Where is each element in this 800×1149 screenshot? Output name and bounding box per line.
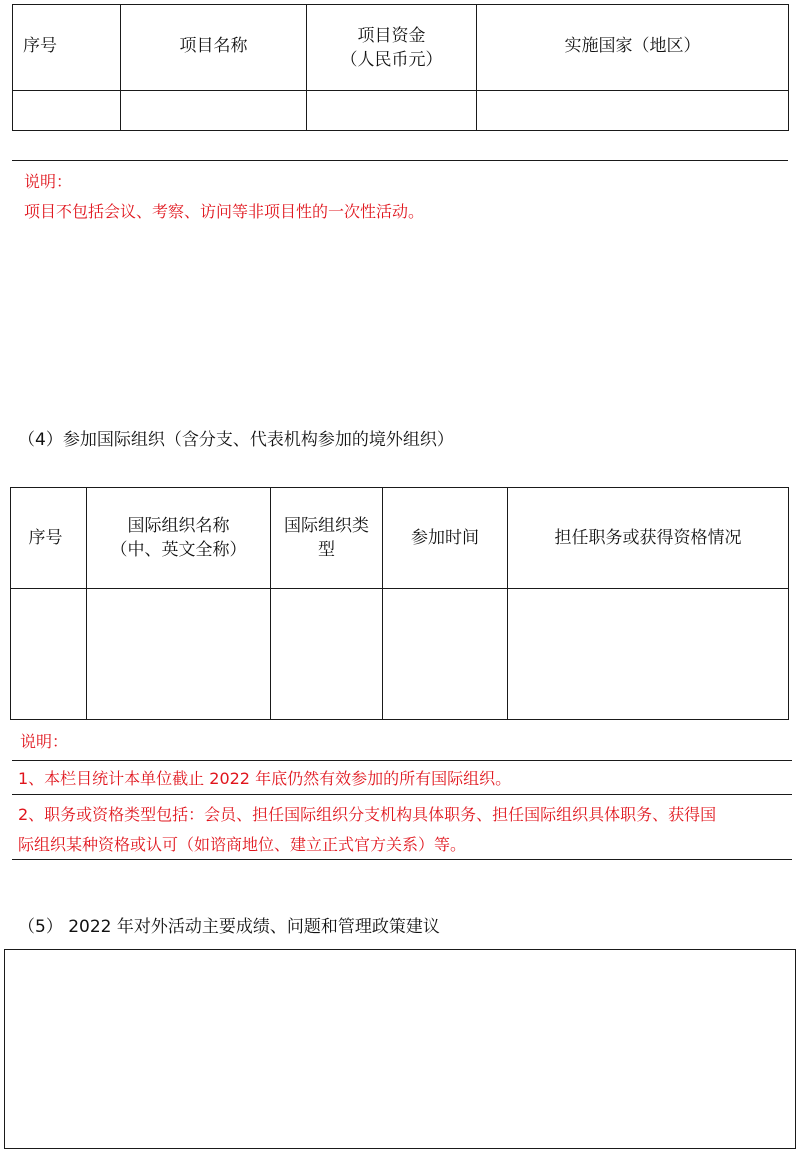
table-row [11,589,789,720]
header-project-name: 项目名称 [121,5,307,91]
divider [12,760,792,761]
cell-org-name[interactable] [87,589,271,720]
summary-input-box[interactable] [4,949,796,1149]
cell-org-type[interactable] [271,589,383,720]
cell-index[interactable] [11,589,87,720]
section-heading: （5） 2022 年对外活动主要成绩、问题和管理政策建议 [18,917,440,937]
note-title: 说明： [24,172,73,191]
cell-project-name[interactable] [121,91,307,131]
header-org-type: 国际组织类 型 [271,488,383,589]
cell-position[interactable] [508,589,789,720]
note-item-2-line-1: 2、职务或资格类型包括：会员、担任国际组织分支机构具体职务、担任国际组织具体职务、获得国 [18,805,717,824]
note-title: 说明： [20,732,69,751]
note-item-1: 1、本栏目统计本单位截止 2022 年底仍然有效参加的所有国际组织。 [18,769,512,788]
table-row [13,91,789,131]
intl-org-table [10,487,789,720]
section-heading: （4）参加国际组织（含分支、代表机构参加的境外组织） [18,430,454,450]
cell-join-date[interactable] [383,589,508,720]
divider [12,794,792,795]
header-org-name: 国际组织名称 （中、英文全称） [87,488,271,589]
cell-implementing-country[interactable] [477,91,789,131]
note-text: 项目不包括会议、考察、访问等非项目性的一次性活动。 [24,202,425,221]
note-item-2-line-2: 际组织某种资格或认可（如谘商地位、建立正式官方关系）等。 [18,835,467,854]
cell-index[interactable] [13,91,121,131]
header-join-date: 参加时间 [383,488,508,589]
header-project-funds: 项目资金 （人民币元） [307,5,477,91]
header-position: 担任职务或获得资格情况 [508,488,789,589]
divider [12,160,788,161]
cell-project-funds[interactable] [307,91,477,131]
header-implementing-country: 实施国家（地区） [477,5,789,91]
project-table [12,4,789,131]
project-table-header-row [13,5,789,91]
header-index: 序号 [11,488,87,589]
intl-org-table-header-row [11,488,789,589]
header-index: 序号 [13,5,121,91]
divider [12,859,792,860]
